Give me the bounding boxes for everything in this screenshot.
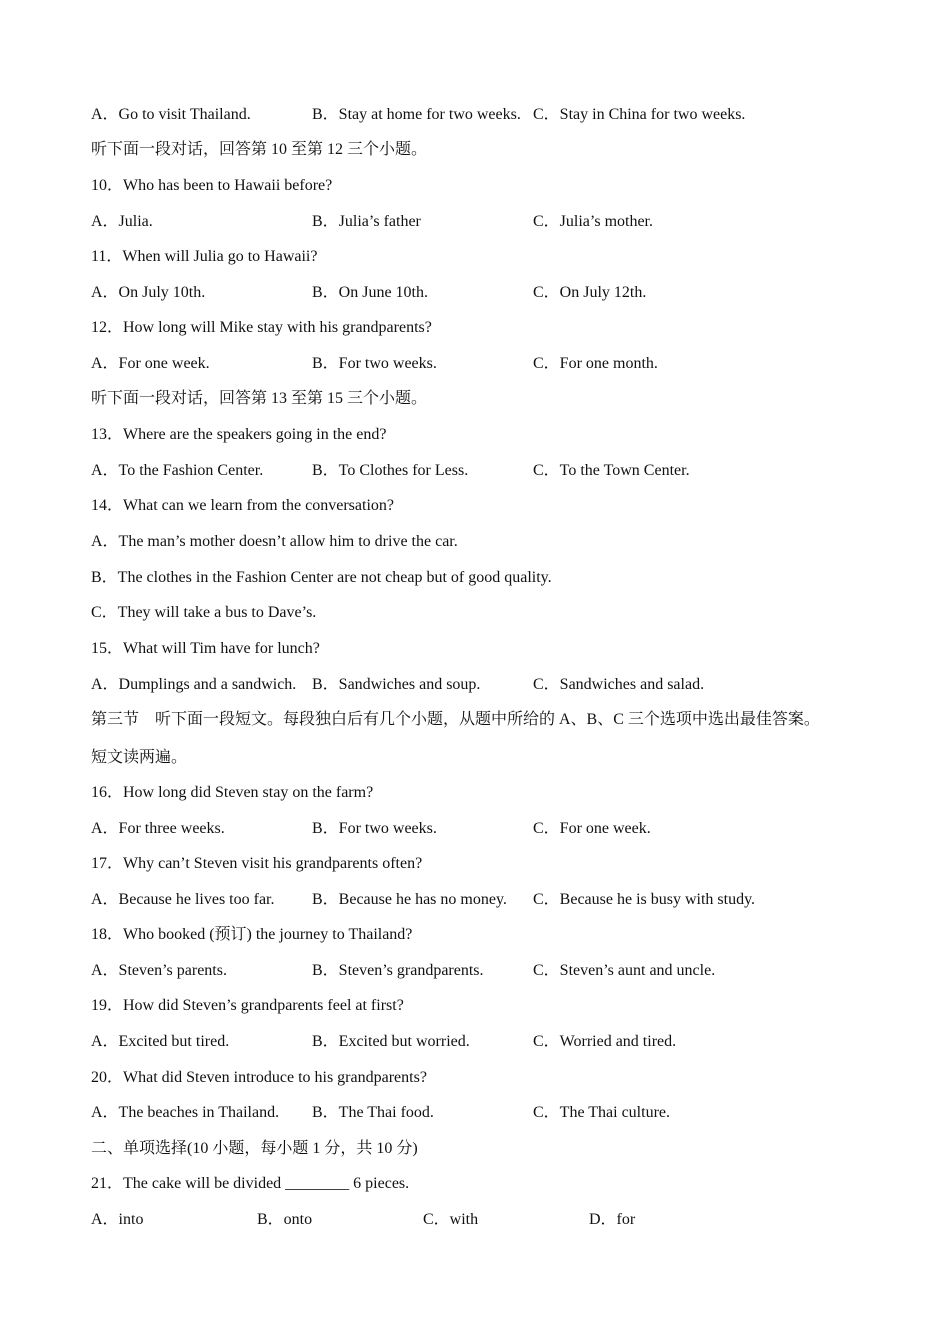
q19-option-c: C．Worried and tired. (533, 1033, 677, 1050)
section-3-instruction-cont: 短文读两遍。 (91, 749, 188, 766)
q21-option-c: C．with (423, 1211, 479, 1228)
q9-option-b: B．Stay at home for two weeks. (312, 106, 521, 123)
question-20: 20．What did Steven introduce to his grandparents? (91, 1069, 427, 1086)
question-21: 21．The cake will be divided ________ 6 pieces. (91, 1175, 410, 1192)
q9-option-a: A．Go to visit Thailand. (91, 106, 251, 123)
question-11: 11．When will Julia go to Hawaii? (91, 248, 318, 265)
q15-option-b: B．Sandwiches and soup. (312, 676, 481, 693)
instruction-13-15: 听下面一段对话，回答第 13 至第 15 三个小题。 (91, 390, 428, 407)
q13-option-c: C．To the Town Center. (533, 462, 690, 479)
q18-option-c: C．Steven’s aunt and uncle. (533, 962, 716, 979)
q18-option-a: A．Steven’s parents. (91, 962, 227, 979)
q20-option-a: A．The beaches in Thailand. (91, 1104, 280, 1121)
q15-option-a: A．Dumplings and a sandwich. (91, 676, 297, 693)
question-13: 13．Where are the speakers going in the end? (91, 426, 387, 443)
q17-option-a: A．Because he lives too far. (91, 891, 275, 908)
question-12: 12．How long will Mike stay with his grandparents? (91, 319, 432, 336)
question-10: 10．Who has been to Hawaii before? (91, 177, 333, 194)
q14-option-a: A．The man’s mother doesn’t allow him to drive the car. (91, 533, 458, 550)
q17-option-b: B．Because he has no money. (312, 891, 507, 908)
q21-option-b: B．onto (257, 1211, 313, 1228)
q10-option-a: A．Julia. (91, 213, 153, 230)
q19-option-a: A．Excited but tired. (91, 1033, 230, 1050)
q16-option-a: A．For three weeks. (91, 820, 225, 837)
q12-option-c: C．For one month. (533, 355, 658, 372)
q21-option-d: D．for (589, 1211, 636, 1228)
q10-option-c: C．Julia’s mother. (533, 213, 654, 230)
q21-option-a: A．into (91, 1211, 144, 1228)
q13-option-b: B．To Clothes for Less. (312, 462, 469, 479)
q12-option-a: A．For one week. (91, 355, 210, 372)
q9-option-c: C．Stay in China for two weeks. (533, 106, 746, 123)
q13-option-a: A．To the Fashion Center. (91, 462, 264, 479)
q19-option-b: B．Excited but worried. (312, 1033, 470, 1050)
q11-option-b: B．On June 10th. (312, 284, 429, 301)
q15-option-c: C．Sandwiches and salad. (533, 676, 705, 693)
question-16: 16．How long did Steven stay on the farm? (91, 784, 374, 801)
instruction-10-12: 听下面一段对话，回答第 10 至第 12 三个小题。 (91, 141, 428, 158)
q11-option-a: A．On July 10th. (91, 284, 206, 301)
q11-option-c: C．On July 12th. (533, 284, 647, 301)
part-2-header: 二、单项选择(10 小题，每小题 1 分，共 10 分) (91, 1140, 418, 1157)
question-18: 18．Who booked (预订) the journey to Thailand? (91, 926, 413, 943)
q20-option-b: B．The Thai food. (312, 1104, 434, 1121)
section-3-instruction: 第三节 听下面一段短文。每段独白后有几个小题，从题中所给的 A、B、C 三个选项中选出最佳答案。 (91, 711, 820, 728)
question-19: 19．How did Steven’s grandparents feel at first? (91, 997, 404, 1014)
q18-option-b: B．Steven’s grandparents. (312, 962, 484, 979)
q14-option-b: B．The clothes in the Fashion Center are not cheap but of good quality. (91, 569, 552, 586)
question-14: 14．What can we learn from the conversation? (91, 497, 394, 514)
q16-option-c: C．For one week. (533, 820, 651, 837)
q20-option-c: C．The Thai culture. (533, 1104, 671, 1121)
q17-option-c: C．Because he is busy with study. (533, 891, 756, 908)
q12-option-b: B．For two weeks. (312, 355, 437, 372)
question-15: 15．What will Tim have for lunch? (91, 640, 320, 657)
question-17: 17．Why can’t Steven visit his grandparents often? (91, 855, 423, 872)
q16-option-b: B．For two weeks. (312, 820, 437, 837)
q14-option-c: C．They will take a bus to Dave’s. (91, 604, 317, 621)
q10-option-b: B．Julia’s father (312, 213, 421, 230)
